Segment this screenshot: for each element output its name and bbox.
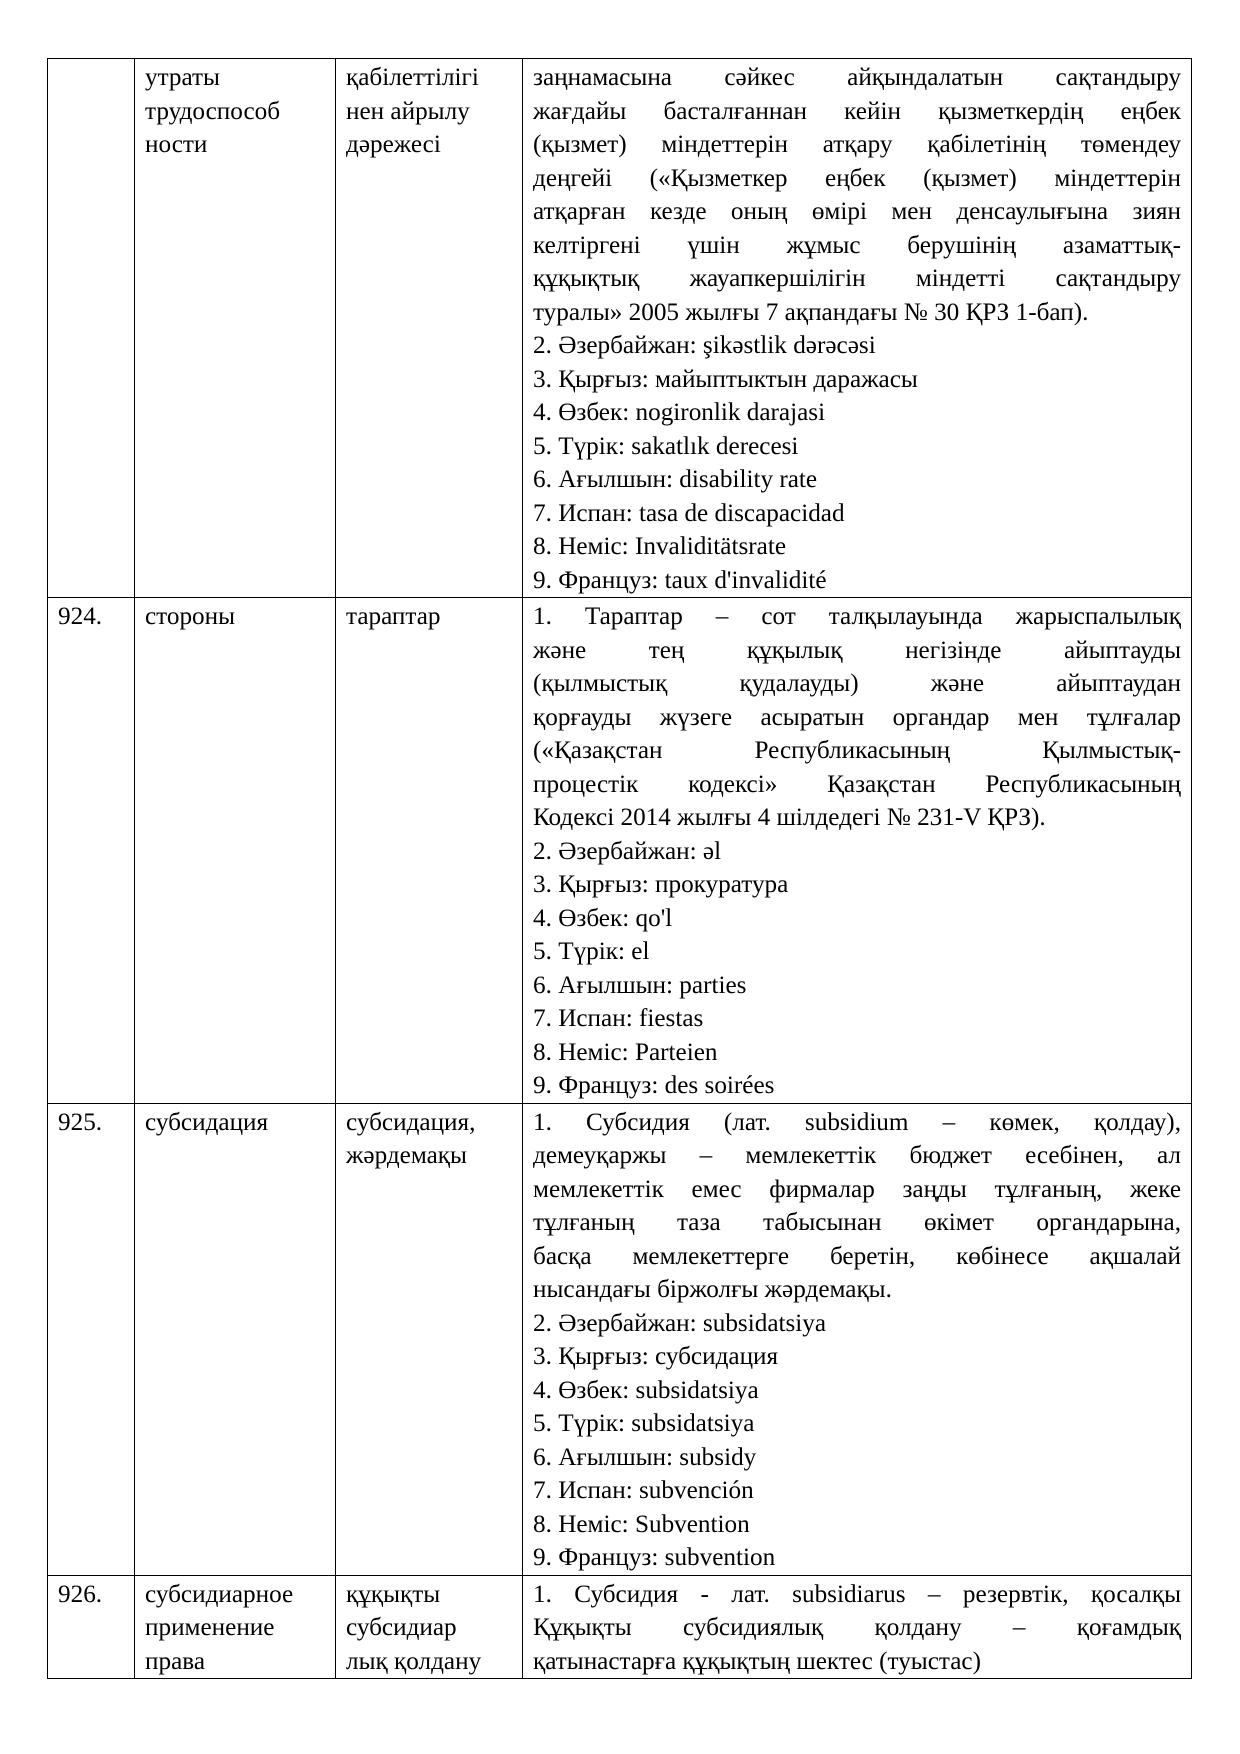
translation-line: 2. Әзербайжан: şikəstlik dərəcəsi <box>533 332 876 359</box>
definition-line: Құқықты субсидиялық қолдану – қоғамдық <box>533 1614 1181 1641</box>
translation-line: 8. Неміс: Parteien <box>533 1038 718 1066</box>
definition-line: заңнамасына сәйкес айқындалатын сақтандыру <box>533 64 1181 91</box>
translation-line: 3. Қырғыз: прокуратура <box>533 871 789 898</box>
kazakh-term-cell-line: субсидация, <box>346 1108 476 1136</box>
russian-term-cell-line: утраты <box>145 64 220 91</box>
definition-cell <box>523 1103 1192 1575</box>
definition-line: (қылмыстық қудалауды) және айыптаудан <box>533 670 1181 697</box>
kazakh-term-cell-line: нен айрылу <box>346 97 470 125</box>
russian-term-cell <box>135 1575 336 1679</box>
definition-line: атқарған кезде оның өмірі мен денсаулығына зиян <box>533 198 1181 225</box>
translation-line: 8. Неміс: Invaliditätsrate <box>533 533 787 560</box>
russian-term-cell <box>135 59 336 598</box>
kazakh-term-cell-line: дәрежесі <box>346 131 441 158</box>
dictionary-table-body <box>48 59 1192 1679</box>
definition-line: 1. Субсидия (лат. subsidium – көмек, қолдау), <box>533 1108 1181 1136</box>
translation-line: 9. Француз: des soirées <box>533 1072 775 1099</box>
translation-line: 9. Француз: subvention <box>533 1544 776 1571</box>
translation-line: 4. Өзбек: qo'l <box>533 904 673 932</box>
definition-line: құқықтық жауапкершілігін міндетті сақтандыру <box>533 265 1181 292</box>
translation-line: 4. Өзбек: nogironlik darajasi <box>533 399 826 426</box>
translation-line: 6. Ағылшын: disability rate <box>533 466 818 493</box>
kazakh-term-cell-line: субсидиар <box>346 1614 457 1641</box>
definition-line: келтіргені үшін жұмыс берушінің азаматтық- <box>533 231 1181 259</box>
translation-line: 7. Испан: fiestas <box>533 1005 704 1032</box>
definition-line: демеуқаржы – мемлекеттік бюджет есебінен, ал <box>533 1142 1181 1169</box>
definition-line: басқа мемлекеттерге беретін, көбінесе ақшалай <box>533 1242 1181 1270</box>
translation-line: 5. Түрік: subsidatsiya <box>533 1410 755 1437</box>
definition-cell <box>523 598 1192 1104</box>
definition-line: (қызмет) міндеттерін атқару қабілетінің төмендеу <box>533 131 1181 158</box>
definition-line: тұлғаның таза табысынан өкімет органдарына, <box>533 1209 1181 1236</box>
kazakh-term-cell-line: құқықты <box>346 1580 441 1608</box>
russian-term-cell-line: трудоспособ <box>145 97 281 125</box>
definition-line: қорғауды жүзеге асыратын органдар мен тұлғалар <box>533 703 1181 731</box>
entry-number-cell: 926. <box>48 1575 135 1679</box>
definition-line: («Қазақстан Республикасының Қылмыстық- <box>533 737 1181 764</box>
translation-line: 2. Әзербайжан: əl <box>533 837 722 865</box>
translation-line: 7. Испан: subvención <box>533 1477 754 1504</box>
translation-line: 6. Ағылшын: subsidy <box>533 1443 757 1471</box>
definition-cell <box>523 1575 1192 1679</box>
translation-line: 8. Неміс: Subvention <box>533 1510 750 1538</box>
russian-term-cell-line: субсидация <box>145 1108 269 1136</box>
definition-line: қатынастарға құқықтың шектес (туыстас) <box>533 1647 981 1675</box>
entry-number-cell: 925. <box>48 1103 135 1575</box>
translation-line: 5. Түрік: el <box>533 938 650 965</box>
entry-number-cell: 924. <box>48 598 135 1104</box>
definition-line: және тең құқылық негізінде айыптауды <box>533 636 1181 664</box>
russian-term-cell-line: права <box>145 1647 205 1675</box>
russian-term-cell-line: стороны <box>145 603 236 630</box>
translation-line: 2. Әзербайжан: subsidatsiya <box>533 1309 827 1337</box>
definition-line: жағдайы басталғаннан кейін қызметкердің еңбек <box>533 97 1181 125</box>
table-row <box>48 598 1192 1104</box>
translation-line: 3. Қырғыз: майыптыктын даражасы <box>533 365 918 393</box>
definition-line: 1. Тараптар – сот талқылауында жарыспалылық <box>533 603 1181 630</box>
kazakh-term-cell-line: тараптар <box>346 603 441 630</box>
russian-term-cell-line: ности <box>145 131 208 158</box>
table-row <box>48 1103 1192 1575</box>
kazakh-term-cell-line: лық қолдану <box>346 1647 482 1675</box>
kazakh-term-cell <box>336 1575 523 1679</box>
translation-line: 5. Түрік: sakatlık derecesi <box>533 432 799 460</box>
definition-line: 1. Субсидия - лат. subsidiarus – резервтік, қосалқы <box>533 1580 1181 1608</box>
table-row <box>48 1575 1192 1679</box>
definition-line: туралы» 2005 жылғы 7 ақпандағы № 30 ҚРЗ 1-бап). <box>533 298 1089 326</box>
definition-line: нысандағы біржолғы жәрдемақы. <box>533 1276 892 1303</box>
definition-line: Кодексі 2014 жылғы 4 шілдедегі № 231-V ҚРЗ). <box>533 804 1046 831</box>
entry-number-cell <box>48 59 135 598</box>
russian-term-cell <box>135 598 336 1104</box>
definition-line: деңгейі («Қызметкер еңбек (қызмет) міндеттерін <box>533 164 1181 192</box>
translation-line: 7. Испан: tasa de discapacidad <box>533 499 845 527</box>
translation-line: 3. Қырғыз: субсидация <box>533 1343 779 1370</box>
kazakh-term-cell <box>336 59 523 598</box>
translation-line: 4. Өзбек: subsidatsiya <box>533 1376 759 1404</box>
translation-line: 6. Ағылшын: parties <box>533 971 747 999</box>
kazakh-term-cell-line: қабілеттілігі <box>346 64 479 91</box>
table-row <box>48 59 1192 598</box>
definition-cell <box>523 59 1192 598</box>
translation-line: 9. Француз: taux d'invalidité <box>533 566 827 594</box>
russian-term-cell-line: субсидиарное <box>145 1580 294 1608</box>
kazakh-term-cell-line: жәрдемақы <box>346 1142 467 1169</box>
kazakh-term-cell <box>336 1103 523 1575</box>
definition-line: мемлекеттік емес фирмалар заңды тұлғаның, жеке <box>533 1175 1181 1203</box>
russian-term-cell-line: применение <box>145 1614 275 1641</box>
definition-line: процестік кодексі» Қазақстан Республикасының <box>533 770 1181 798</box>
dictionary-table <box>47 58 1192 1679</box>
russian-term-cell <box>135 1103 336 1575</box>
kazakh-term-cell <box>336 598 523 1104</box>
